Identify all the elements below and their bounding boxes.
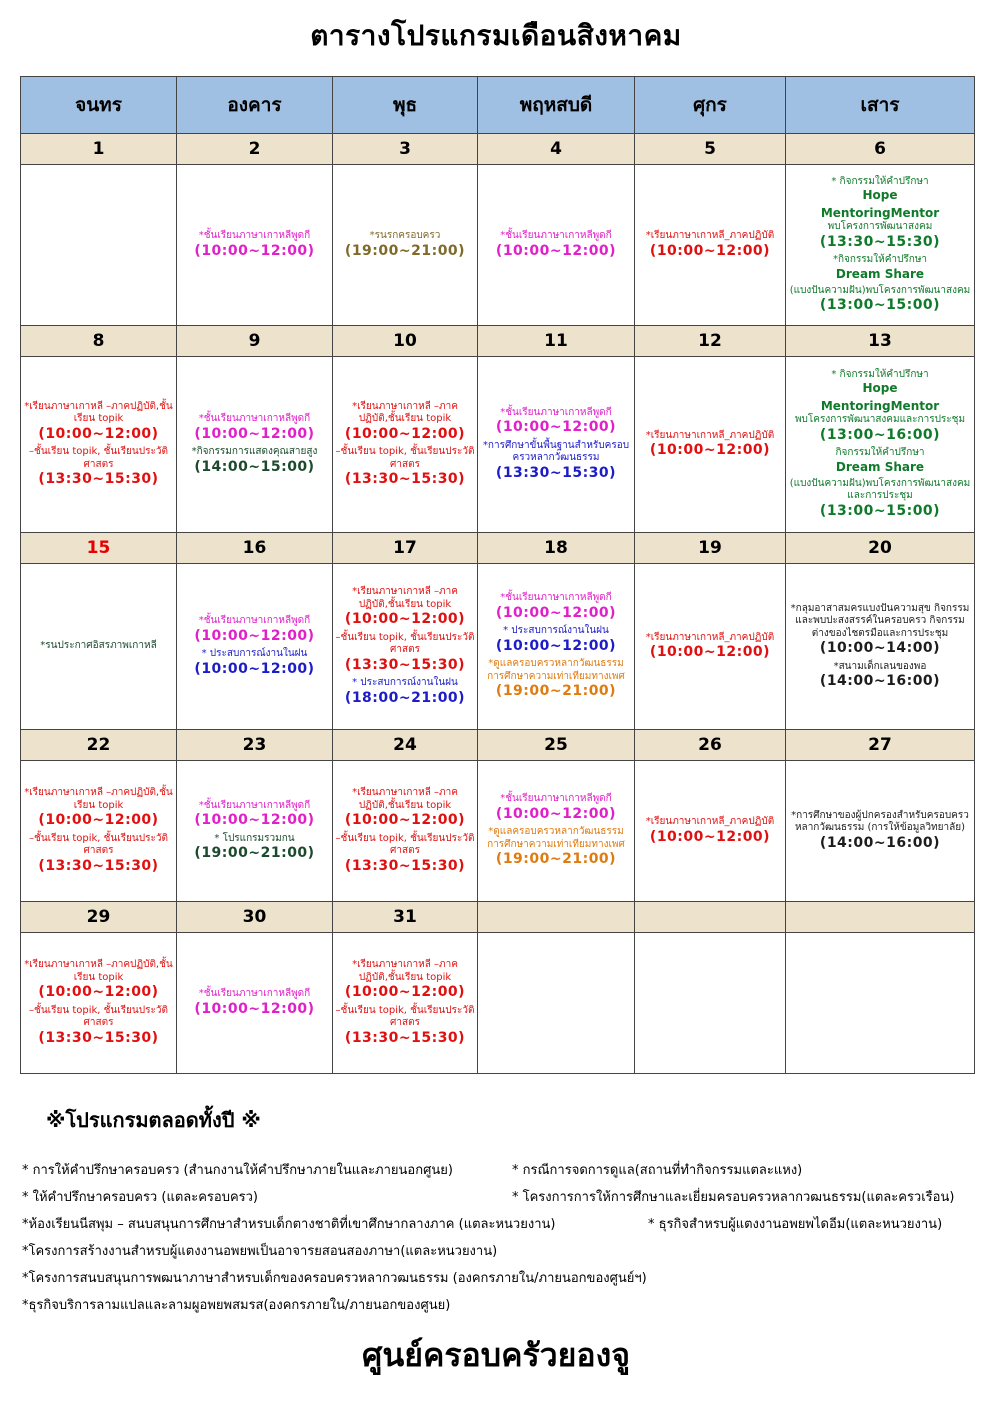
event (335, 586, 475, 629)
day-number: 3 (333, 134, 478, 165)
event-name: พบโครงการพัฒนาสงคม (827, 221, 933, 232)
day-number: 19 (635, 533, 786, 564)
day-number: 24 (333, 730, 478, 761)
event-name: *เรียนภาษาเกาหลี –ภาคปฏิบัติ,ชั้นเรียน topik (352, 400, 458, 424)
event-name: *ชั้นเรียนภาษาเกาหลีพูดกี (198, 988, 311, 999)
event (179, 833, 330, 863)
calendar-body (21, 134, 975, 1074)
event (480, 658, 632, 701)
event-name: *ชั้นเรียนภาษาเกาหลีพูดกี (500, 230, 612, 241)
event-time: (10:00~12:00) (495, 604, 617, 621)
day-cell (786, 564, 975, 730)
event-name: *ชั้นเรียนภาษาเกาหลีพูดกี (500, 793, 612, 805)
day-cell (177, 564, 333, 730)
day-number: 26 (635, 730, 786, 761)
weekday-mon: จนทร (21, 77, 177, 134)
event-time: (10:00~12:00) (38, 984, 159, 1000)
event-time: (10:00~12:00) (649, 828, 771, 845)
event-name: *ชั้นเรียนภาษาเกาหลีพูดกี (198, 413, 311, 424)
event-name: *รนประกาศอิสรภาพเกาหลี (40, 640, 157, 652)
event-name: *ดูแลครอบครวหลากวัฒนธรรม การศึกษาความเท่าเทียมทางเพศ (487, 826, 625, 850)
event-name: *ชั้นเรียนภาษาเกาหลีพูดกี (500, 406, 612, 418)
day-cell (177, 933, 333, 1074)
event (179, 230, 330, 260)
event (637, 230, 783, 260)
event-name: * ประสบการณ์งานในฝน (201, 648, 308, 659)
event-time: (13:30~15:30) (495, 464, 617, 481)
event-time: (13:30~15:30) (344, 857, 466, 874)
event-time: (19:00~21:00) (344, 242, 466, 259)
event (788, 478, 972, 521)
day-number: 23 (177, 730, 333, 761)
day-number: 20 (786, 533, 975, 564)
day-cell (478, 165, 635, 326)
year-item: * ให้คำปรึกษาครอบครว (แตละครอบครว) (22, 1190, 258, 1205)
day-number: 15 (21, 533, 177, 564)
weekday-thu: พฤหสบดี (478, 77, 635, 134)
event-name: –ชั้นเรียน topik, ชั้นเรียนประวัติศาสตร (29, 832, 168, 856)
day-number: 25 (478, 730, 635, 761)
day-cell (635, 357, 786, 533)
event (335, 959, 475, 1002)
event-program-name: MentoringMentor (820, 399, 940, 414)
event-time: (13:00~16:00) (819, 426, 941, 443)
day-cell (333, 165, 478, 326)
day-cell (177, 165, 333, 326)
day-number: 9 (177, 326, 333, 357)
event-name: *เรียนภาษาเกาหลี_ภาคปฏิบัติ (645, 631, 775, 643)
event-time: (10:00~12:00) (194, 425, 315, 442)
event (480, 793, 632, 823)
day-cell (177, 357, 333, 533)
event-time: (14:00~16:00) (819, 834, 941, 851)
event-name: * โปรแกรมรวมกน (214, 832, 295, 844)
event-time: (10:00~12:00) (344, 425, 466, 442)
event-name: *กิจกรรมการแสดงคุณสายสูง (191, 446, 318, 457)
event-time: (13:00~15:00) (819, 297, 941, 313)
event-name: *สนามเด็กเลนของพอ (833, 660, 927, 672)
day-cell (333, 933, 478, 1074)
event-name: –ชั้นเรียน topik, ชั้นเรียนประวัติศาสตร (335, 631, 475, 655)
event (788, 603, 972, 658)
event (788, 285, 972, 315)
event-time: (10:00~12:00) (194, 660, 315, 677)
day-number: 12 (635, 326, 786, 357)
event-time: (10:00~12:00) (194, 627, 315, 644)
event-name: *เรียนภาษาเกาหลี_ภาคปฏิบัติ (645, 230, 775, 241)
day-number: 16 (177, 533, 333, 564)
event-time: (10:00~12:00) (344, 611, 466, 627)
event (179, 446, 330, 476)
event-name: –ชั้นเรียน topik, ชั้นเรียนประวัติศาสตร (335, 446, 475, 470)
year-round-title: ※โปรแกรมตลอดทั้งปี ※ (46, 1108, 261, 1132)
event-time: (13:30~15:30) (344, 1029, 466, 1046)
day-number: 8 (21, 326, 177, 357)
weekday-sat: เสาร (786, 77, 975, 134)
event-name: *เรียนภาษาเกาหลี –ภาคปฏิบัติ,ชั้นเรียน topik (24, 959, 173, 983)
event (335, 787, 475, 830)
event (788, 176, 972, 204)
event-time: (13:30~15:30) (38, 857, 159, 874)
day-cell (333, 761, 478, 902)
event (788, 661, 972, 691)
event-name: *เรียนภาษาเกาหลี –ภาคปฏิบัติ,ชั้นเรียน topik (352, 586, 458, 610)
event-name: –ชั้นเรียน topik, ชั้นเรียนประวัติศาสตร (29, 1004, 168, 1028)
year-item: *โครงการสร้างงานสำหรบผู้แตงงานอพยพเป็นอาจารยสอนสองภาษา(แตละหนวยงาน) (22, 1244, 498, 1259)
event (480, 230, 632, 260)
event (788, 254, 972, 282)
day-number-row (21, 326, 975, 357)
event-name: –ชั้นเรียน topik, ชั้นเรียนประวัติศาสตร (29, 446, 168, 470)
day-number (786, 902, 975, 933)
day-number: 5 (635, 134, 786, 165)
event-name: กิจกรรมให้คำปรึกษา (835, 447, 925, 459)
event-time: (14:00~15:00) (194, 458, 315, 475)
event-name: –ชั้นเรียน topik, ชั้นเรียนประวัติศาสตร (335, 1004, 475, 1028)
day-number: 2 (177, 134, 333, 165)
event-name: *ชั้นเรียนภาษาเกาหลีพูดกี (198, 230, 311, 241)
event (23, 401, 174, 444)
day-cell (478, 564, 635, 730)
day-number: 27 (786, 730, 975, 761)
event-time: (10:00~12:00) (344, 812, 466, 828)
event-time: (13:30~15:30) (819, 233, 941, 250)
event-time: (13:30~15:30) (38, 1029, 159, 1046)
day-cell (786, 761, 975, 902)
year-item: *โครงการสนบสนุนการพฒนาภาษาสำหรบเด็กของครอบครวหลากวฒนธรรม (องคกรภายใน/ภายนอกของศูนย์ฯ) (22, 1271, 647, 1286)
event-name: *รนรกครอบครว (369, 230, 441, 241)
day-cell (177, 761, 333, 902)
event-program-name: Dream Share (835, 266, 925, 281)
event-time: (19:00~21:00) (495, 851, 617, 868)
event-name: *เรียนภาษาเกาหลี_ภาคปฏิบัติ (645, 816, 775, 827)
event-name: *เรียนภาษาเกาหลี_ภาคปฏิบัติ (645, 429, 775, 441)
event (23, 833, 174, 876)
day-number: 17 (333, 533, 478, 564)
event (179, 800, 330, 830)
event-time: (10:00~12:00) (344, 984, 466, 1000)
day-number: 4 (478, 134, 635, 165)
event (637, 430, 783, 460)
event-time: (10:00~12:00) (495, 637, 617, 654)
day-cell (635, 761, 786, 902)
events-row (21, 761, 975, 902)
day-cell (786, 165, 975, 326)
event (335, 230, 475, 260)
event-name: (แบงปันความฝัน)พบโครงการพัฒนาสงคมและการประชุม (789, 477, 971, 502)
day-cell (786, 933, 975, 1074)
year-item: * กรณีการจดการดูแล(สถานที่ทำกิจกรรมแตละแหง) (512, 1163, 803, 1178)
center-name-footer: ศูนย์ครอบครัวยองจู (362, 1336, 630, 1374)
calendar-table (20, 76, 975, 1074)
day-cell (21, 761, 177, 902)
events-row (21, 357, 975, 533)
event (788, 810, 972, 853)
day-number: 18 (478, 533, 635, 564)
day-number-row (21, 730, 975, 761)
day-cell (478, 761, 635, 902)
event-time: (10:00~12:00) (495, 242, 617, 259)
day-cell (786, 357, 975, 533)
day-cell (21, 357, 177, 533)
day-cell (635, 165, 786, 326)
event-time: (13:00~15:00) (819, 502, 941, 519)
event-time: (19:00~21:00) (495, 683, 617, 700)
event-time: (13:30~15:30) (344, 656, 466, 673)
day-number (635, 902, 786, 933)
day-cell (333, 564, 478, 730)
event-time: (10:00~12:00) (649, 442, 771, 458)
event-program-name: MentoringMentor (820, 206, 940, 220)
day-cell (21, 564, 177, 730)
day-cell (21, 165, 177, 326)
event (637, 816, 783, 846)
event (179, 648, 330, 678)
event-time: (10:00~12:00) (38, 425, 159, 442)
day-number-row (21, 533, 975, 564)
event-time: (10:00~12:00) (194, 242, 315, 259)
event (23, 446, 174, 489)
event (23, 787, 174, 830)
day-number: 10 (333, 326, 478, 357)
event (179, 413, 330, 443)
event (788, 399, 972, 444)
event-time: (18:00~21:00) (344, 689, 466, 706)
events-row (21, 165, 975, 326)
events-row (21, 933, 975, 1074)
event (788, 206, 972, 251)
event-name: พบโครงการพัฒนาสงคมและการประชุม (794, 414, 966, 426)
event-program-name: Dream Share (835, 459, 925, 474)
weekday-fri: ศุกร (635, 77, 786, 134)
day-cell (478, 933, 635, 1074)
event-time: (10:00~12:00) (194, 812, 315, 828)
event-name: *เรียนภาษาเกาหลี –ภาคปฏิบัติ,ชั้นเรียน topik (24, 400, 173, 424)
event-name: *การศึกษาของผู้ปกครองสำหรับครอบครวหลากวัฒนธรรม (การให้ข้อมูลวิทยาลัย) (791, 809, 969, 834)
day-cell (478, 357, 635, 533)
event (23, 959, 174, 1002)
event (480, 625, 632, 655)
event-time: (10:00~14:00) (819, 640, 941, 656)
day-number-row (21, 902, 975, 933)
event-time: (10:00~12:00) (495, 419, 617, 436)
day-number: 30 (177, 902, 333, 933)
event (179, 615, 330, 645)
event-name: *ชั้นเรียนภาษาเกาหลีพูดกี (500, 592, 612, 604)
year-item: * ธุรกิจสำหรบผู้แตงงานอพยพไดอีม(แตละหนวยงาน) (648, 1217, 943, 1232)
event-time: (13:30~15:30) (38, 471, 159, 487)
event-name: (แบงปันความฝัน)พบโครงการพัฒนาสงคม (789, 284, 971, 296)
event-name: * กิจกรรมให้คำปรึกษา (831, 175, 929, 187)
day-number: 6 (786, 134, 975, 165)
day-number: 13 (786, 326, 975, 357)
event-name: *เรียนภาษาเกาหลี –ภาคปฏิบัติ,ชั้นเรียน topik (24, 787, 173, 811)
event (480, 592, 632, 622)
events-row (21, 564, 975, 730)
event (23, 640, 174, 653)
day-number: 22 (21, 730, 177, 761)
year-item: * การให้คำปรึกษาครอบครว (สำนกงานให้คำปรึกษาภายในและภายนอกศูนย) (22, 1163, 453, 1178)
day-number: 29 (21, 902, 177, 933)
year-item: *ห้องเรียนนีสพุม – สนบสนุนการศึกษาสำหรบเด็กตางชาติที่เขาศึกษากลางภาค (แตละหนวยงาน) (22, 1217, 556, 1232)
event (179, 988, 330, 1018)
event-time: (10:00~12:00) (38, 812, 159, 828)
event (335, 677, 475, 707)
event-time: (10:00~12:00) (495, 805, 617, 822)
event (335, 1005, 475, 1048)
event (637, 632, 783, 662)
event (788, 369, 972, 397)
event-time: (10:00~12:00) (649, 644, 771, 660)
event (335, 446, 475, 489)
day-cell (635, 933, 786, 1074)
event-name: *การศึกษาขั้นพื้นฐานสำหรับครอบครวหลากวัฒนธรรม (482, 439, 630, 464)
event (480, 407, 632, 437)
weekday-header-row (21, 77, 975, 134)
day-number: 11 (478, 326, 635, 357)
day-cell (333, 357, 478, 533)
event-time: (19:00~21:00) (194, 845, 315, 861)
event-name: *เรียนภาษาเกาหลี –ภาคปฏิบัติ,ชั้นเรียน topik (352, 787, 458, 811)
event-time: (14:00~16:00) (819, 673, 941, 689)
year-item: * โครงการการให้การศึกษาและเยี่ยมครอบครวหลากวฒนธรรม(แตละครวเรือน) (512, 1190, 955, 1205)
event-name: *กลุมอาสาสมครแบงปันความสุข กิจกรรมและพบปะสงสรรค์ในครอบครว กิจกรรมต่างของไชตรมือและการประชุม (790, 602, 970, 639)
day-cell (21, 933, 177, 1074)
event-time: (10:00~12:00) (194, 1000, 315, 1017)
event (788, 447, 972, 475)
event-program-name: Hope (862, 188, 898, 202)
event (335, 401, 475, 444)
event (480, 440, 632, 483)
weekday-wed: พุธ (333, 77, 478, 134)
event-name: * ประสบการณ์งานในฝน (352, 677, 458, 688)
day-number-row (21, 134, 975, 165)
event (480, 826, 632, 869)
event-name: *กิจกรรมให้คำปรึกษา (832, 254, 928, 265)
day-number (478, 902, 635, 933)
event-program-name: Hope (862, 381, 898, 396)
event-name: *ชั้นเรียนภาษาเกาหลีพูดกี (198, 615, 311, 626)
event (335, 833, 475, 876)
event-name: *เรียนภาษาเกาหลี –ภาคปฏิบัติ,ชั้นเรียน topik (352, 959, 458, 983)
day-number: 31 (333, 902, 478, 933)
event-name: *ดูแลครอบครวหลากวัฒนธรรม การศึกษาความเท่าเทียมทางเพศ (487, 658, 625, 682)
event-name: * ประสบการณ์งานในฝน (503, 625, 609, 637)
weekday-tue: องคาร (177, 77, 333, 134)
day-number: 1 (21, 134, 177, 165)
event-name: *ชั้นเรียนภาษาเกาหลีพูดกี (198, 799, 311, 811)
event-name: –ชั้นเรียน topik, ชั้นเรียนประวัติศาสตร (335, 832, 475, 856)
event-time: (10:00~12:00) (649, 242, 771, 259)
page-title: ตารางโปรแกรมเดือนสิงหาคม (310, 19, 682, 52)
event-name: * กิจกรรมให้คำปรึกษา (831, 368, 929, 380)
year-item: *ธุรกิจบริการลามแปลและลามผูอพยพสมรส(องคกรภายใน/ภายนอกของศูนย) (22, 1298, 451, 1313)
event-time: (13:30~15:30) (344, 471, 466, 487)
event (335, 632, 475, 675)
event (23, 1005, 174, 1048)
day-cell (635, 564, 786, 730)
